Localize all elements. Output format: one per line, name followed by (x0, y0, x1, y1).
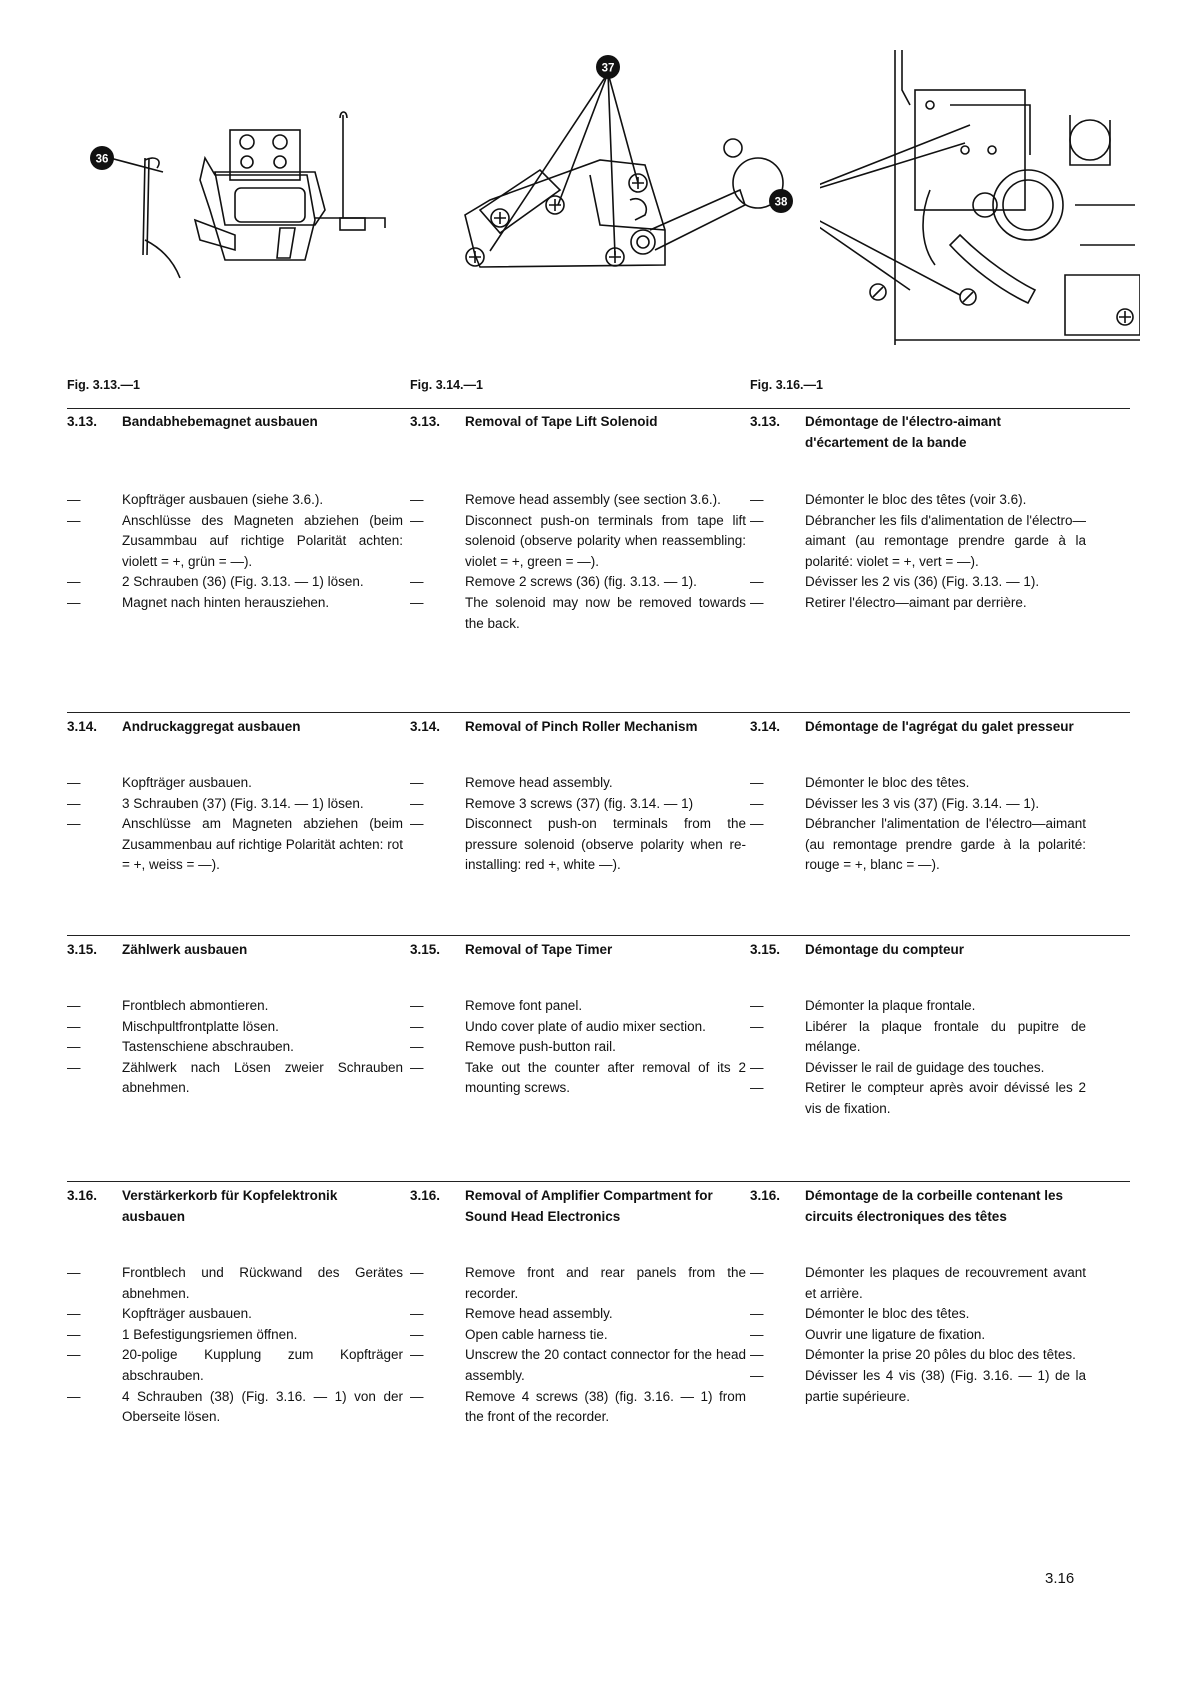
step-text: 1 Befestigungsriemen öffnen. (122, 1326, 298, 1342)
list-item (410, 1345, 746, 1386)
list-item (410, 511, 746, 573)
step-text: Frontblech abmontieren. (122, 998, 269, 1013)
step-text: Dévisser les 3 vis (37) (Fig. 3.14. — 1). (805, 795, 1040, 811)
section-3-16-de (67, 1185, 397, 1227)
divider-3-13 (67, 408, 1130, 409)
step-text: Remove 4 screws (38) (fig. 3.16. — 1) from the front of the recorder. (465, 1388, 746, 1425)
list-item (410, 1017, 746, 1038)
step-text: Magnet nach hinten herausziehen. (122, 594, 330, 610)
step-text: Tastenschiene abschrauben. (122, 1039, 294, 1055)
list-item (750, 773, 1086, 794)
step-dash: — (750, 775, 764, 790)
callout-36-label: 36 (95, 153, 109, 166)
section-title: Bandabhebemagnet ausbauen (122, 414, 318, 429)
step-text: Démonter le bloc des têtes. (805, 1306, 970, 1322)
list-item (410, 572, 746, 593)
step-dash: — (410, 1347, 424, 1363)
list-item (67, 1387, 403, 1428)
step-text: 2 Schrauben (36) (Fig. 3.13. — 1) lösen. (122, 574, 364, 590)
step-dash: — (750, 594, 764, 610)
section-3-15-de (67, 939, 397, 960)
section-3-14-fr (750, 716, 1080, 737)
step-text: Kopfträger ausbauen (siehe 3.6.). (122, 492, 324, 507)
section-number: 3.16. (750, 1188, 781, 1203)
section-title: Démontage de la corbeille contenant les circuits électroniques des têtes (805, 1188, 1064, 1224)
step-text: Dévisser les 4 vis (38) (Fig. 3.16. — 1) de la partie supérieure. (805, 1367, 1086, 1404)
section-number: 3.16. (410, 1188, 441, 1203)
list-item (750, 511, 1086, 573)
step-text: Open cable harness tie. (465, 1326, 608, 1342)
list-item (67, 490, 403, 511)
step-dash: — (67, 1347, 81, 1363)
step-text: The solenoid may now be removed towards the back. (465, 594, 746, 631)
section-number: 3.13. (67, 414, 98, 429)
step-dash: — (750, 1018, 764, 1034)
step-text: Take out the counter after removal of its 2 mounting screws. (465, 1059, 746, 1096)
list-item (750, 1078, 1086, 1119)
list-item (410, 773, 746, 794)
step-text: Remove 2 screws (36) (fig. 3.13. — 1). (465, 574, 697, 590)
step-dash: — (750, 1080, 764, 1096)
list-item (67, 511, 403, 573)
step-text: Remove head assembly. (465, 775, 613, 790)
list-item (67, 1304, 403, 1325)
section-number: 3.14. (410, 719, 441, 734)
list-item (750, 996, 1086, 1017)
step-dash: — (750, 1306, 764, 1322)
list-item (410, 1387, 746, 1428)
section-number: 3.13. (410, 414, 441, 429)
step-text: Remove head assembly. (465, 1306, 613, 1322)
list-item (67, 1058, 403, 1099)
section-title: Verstärkerkorb für Kopfelektronik ausbauen (122, 1188, 338, 1224)
step-text: 4 Schrauben (38) (Fig. 3.16. — 1) von der Oberseite lösen. (122, 1388, 403, 1425)
list-item (410, 1304, 746, 1325)
step-dash: — (750, 512, 764, 528)
step-dash: — (67, 1326, 81, 1342)
list-item (750, 490, 1086, 511)
steps-3-14-fr (750, 773, 1086, 876)
section-3-13-de (67, 411, 397, 432)
step-text: Kopfträger ausbauen. (122, 775, 252, 790)
steps-3-15-de (67, 996, 403, 1099)
figure-3-13-1 (85, 100, 425, 300)
step-text: Dévisser le rail de guidage des touches. (805, 1059, 1045, 1075)
list-item (67, 593, 403, 614)
step-text: Retirer le compteur après avoir dévissé les 2 vis de fixation. (805, 1080, 1086, 1116)
step-text: 3 Schrauben (37) (Fig. 3.14. — 1) lösen. (122, 795, 364, 811)
figure-caption-3-14: Fig. 3.14.—1 (410, 378, 483, 392)
list-item (410, 1325, 746, 1346)
figure-3-14-1 (440, 55, 800, 295)
step-text: Remove push-button rail. (465, 1039, 616, 1055)
list-item (750, 1304, 1086, 1325)
step-dash: — (410, 998, 424, 1013)
step-text: Remove front and rear panels from the recorder. (465, 1265, 746, 1301)
divider-3-14 (67, 712, 1130, 713)
step-text: Retirer l'électro—aimant par derrière. (805, 594, 1027, 610)
list-item (750, 1366, 1086, 1407)
list-item (410, 1263, 746, 1304)
section-number: 3.14. (750, 719, 781, 734)
step-dash: — (750, 574, 764, 590)
section-3-14-de (67, 716, 397, 737)
list-item (750, 572, 1086, 593)
list-item (67, 996, 403, 1017)
step-dash: — (750, 998, 764, 1013)
step-text: Disconnect push-on terminals from the pressure solenoid (observe polarity when re-installing: red +, white —). (465, 816, 746, 873)
list-item (750, 1058, 1086, 1079)
list-item (750, 814, 1086, 876)
step-dash: — (410, 1018, 424, 1034)
list-item (410, 814, 746, 876)
list-item (67, 1345, 403, 1386)
step-dash: — (67, 594, 81, 610)
list-item (67, 773, 403, 794)
step-text: Démonter le bloc des têtes. (805, 775, 970, 790)
step-dash: — (410, 1326, 424, 1342)
step-dash: — (67, 998, 81, 1013)
list-item (750, 1345, 1086, 1366)
callout-37-label: 37 (601, 62, 615, 75)
section-title: Démontage du compteur (805, 942, 965, 957)
callout-38-label: 38 (774, 196, 788, 209)
step-dash: — (750, 1265, 764, 1280)
section-3-15-en (410, 939, 740, 960)
step-dash: — (67, 1039, 81, 1055)
steps-3-14-de (67, 773, 403, 876)
list-item (67, 1037, 403, 1058)
step-dash: — (750, 492, 764, 507)
steps-3-16-fr (750, 1263, 1086, 1407)
list-item (67, 1325, 403, 1346)
section-title: Removal of Tape Timer (465, 942, 613, 957)
steps-3-14-en (410, 773, 746, 876)
section-3-14-en (410, 716, 740, 737)
step-dash: — (67, 1388, 81, 1404)
list-item (67, 1263, 403, 1304)
list-item (410, 996, 746, 1017)
section-3-16-fr (750, 1185, 1080, 1227)
step-text: Kopfträger ausbauen. (122, 1306, 252, 1322)
step-dash: — (410, 574, 424, 590)
steps-3-13-de (67, 490, 403, 614)
step-dash: — (410, 795, 424, 811)
section-number: 3.15. (410, 942, 441, 957)
step-dash: — (67, 795, 81, 811)
step-text: Débrancher l'alimentation de l'électro—aimant (au remontage prendre garde à la polarité: rouge = +, blanc = —). (805, 816, 1086, 873)
step-text: Anschlüsse des Magneten abziehen (beim Zusammbau auf richtige Polarität achten: violett = +, grün = —). (122, 512, 403, 569)
step-text: Zählwerk nach Lösen zweier Schrauben abnehmen. (122, 1059, 403, 1096)
step-dash: — (67, 574, 81, 590)
list-item (410, 490, 746, 511)
step-text: Frontblech und Rückwand des Gerätes abnehmen. (122, 1265, 403, 1301)
step-text: Remove head assembly (see section 3.6.). (465, 492, 721, 507)
divider-3-15 (67, 935, 1130, 936)
step-dash: — (410, 594, 424, 610)
step-dash: — (750, 1367, 764, 1383)
callout-38-marker (768, 188, 794, 214)
step-text: Démonter les plaques de recouvrement avant et arrière. (805, 1265, 1086, 1301)
section-title: Démontage de l'agrégat du galet presseur (805, 719, 1074, 734)
step-dash: — (67, 1059, 81, 1075)
section-number: 3.14. (67, 719, 98, 734)
step-dash: — (410, 1059, 424, 1075)
step-text: Remove 3 screws (37) (fig. 3.14. — 1) (465, 795, 694, 811)
step-text: Démonter le bloc des têtes (voir 3.6). (805, 492, 1027, 507)
step-dash: — (67, 1306, 81, 1322)
step-text: Undo cover plate of audio mixer section. (465, 1018, 706, 1034)
section-title: Removal of Tape Lift Solenoid (465, 414, 658, 429)
section-title: Démontage de l'électro-aimant d'écartement de la bande (805, 414, 1002, 450)
step-dash: — (67, 1018, 81, 1034)
step-dash: — (410, 1306, 424, 1322)
step-dash: — (410, 512, 424, 528)
step-dash: — (67, 816, 81, 832)
step-text: Libérer la plaque frontale du pupitre de mélange. (805, 1018, 1086, 1055)
section-title: Zählwerk ausbauen (122, 942, 248, 957)
step-dash: — (750, 816, 764, 832)
figure-3-16-1 (820, 45, 1140, 345)
step-dash: — (750, 1326, 764, 1342)
steps-3-16-en (410, 1263, 746, 1428)
figure-caption-3-16: Fig. 3.16.—1 (750, 378, 823, 392)
step-text: Ouvrir une ligature de fixation. (805, 1326, 986, 1342)
section-3-16-en (410, 1185, 740, 1227)
section-number: 3.15. (750, 942, 781, 957)
section-number: 3.13. (750, 414, 781, 429)
divider-3-16 (67, 1181, 1130, 1182)
section-3-13-fr (750, 411, 1080, 453)
list-item (750, 1263, 1086, 1304)
steps-3-13-fr (750, 490, 1086, 614)
step-text: 20-polige Kupplung zum Kopfträger abschrauben. (122, 1347, 403, 1383)
section-number: 3.15. (67, 942, 98, 957)
step-dash: — (67, 512, 81, 528)
section-3-13-en (410, 411, 740, 432)
list-item (750, 1325, 1086, 1346)
list-item (750, 1017, 1086, 1058)
steps-3-13-en (410, 490, 746, 634)
step-text: Unscrew the 20 contact connector for the head assembly. (465, 1347, 746, 1383)
steps-3-15-en (410, 996, 746, 1099)
section-title: Removal of Pinch Roller Mechanism (465, 719, 698, 734)
list-item (410, 1037, 746, 1058)
step-text: Mischpultfrontplatte lösen. (122, 1018, 279, 1034)
list-item (67, 794, 403, 815)
step-text: Dévisser les 2 vis (36) (Fig. 3.13. — 1). (805, 574, 1040, 590)
list-item (410, 794, 746, 815)
step-dash: — (410, 775, 424, 790)
list-item (410, 593, 746, 634)
step-text: Démonter la prise 20 pôles du bloc des têtes. (805, 1347, 1076, 1363)
step-text: Disconnect push-on terminals from tape lift solenoid (observe polarity when reassembling: violet = +, green = —). (465, 512, 746, 569)
step-dash: — (67, 492, 81, 507)
section-title: Removal of Amplifier Compartment for Sound Head Electronics (465, 1188, 713, 1224)
step-text: Démonter la plaque frontale. (805, 998, 976, 1013)
list-item (67, 572, 403, 593)
section-3-15-fr (750, 939, 1080, 960)
step-dash: — (67, 1265, 81, 1280)
figure-caption-3-13: Fig. 3.13.—1 (67, 378, 140, 392)
section-number: 3.16. (67, 1188, 98, 1203)
step-text: Débrancher les fils d'alimentation de l'électro—aimant (au remontage prendre garde à la polarité: violet = +, vert = —). (805, 512, 1086, 569)
list-item (410, 1058, 746, 1099)
step-dash: — (410, 492, 424, 507)
step-dash: — (410, 1039, 424, 1055)
steps-3-15-fr (750, 996, 1086, 1120)
list-item (750, 593, 1086, 614)
list-item (67, 1017, 403, 1038)
list-item (67, 814, 403, 876)
section-title: Andruckaggregat ausbauen (122, 719, 301, 734)
step-dash: — (410, 816, 424, 832)
page-number: 3.16 (1045, 1570, 1075, 1587)
step-dash: — (750, 1347, 764, 1363)
step-dash: — (410, 1388, 424, 1404)
step-dash: — (67, 775, 81, 790)
step-text: Anschlüsse am Magneten abziehen (beim Zusammenbau auf richtige Polarität achten: rot = +, weiss = —). (122, 816, 403, 873)
step-dash: — (750, 1059, 764, 1075)
step-dash: — (750, 795, 764, 811)
list-item (750, 794, 1086, 815)
steps-3-16-de (67, 1263, 403, 1428)
step-text: Remove font panel. (465, 998, 583, 1013)
step-dash: — (410, 1265, 424, 1280)
